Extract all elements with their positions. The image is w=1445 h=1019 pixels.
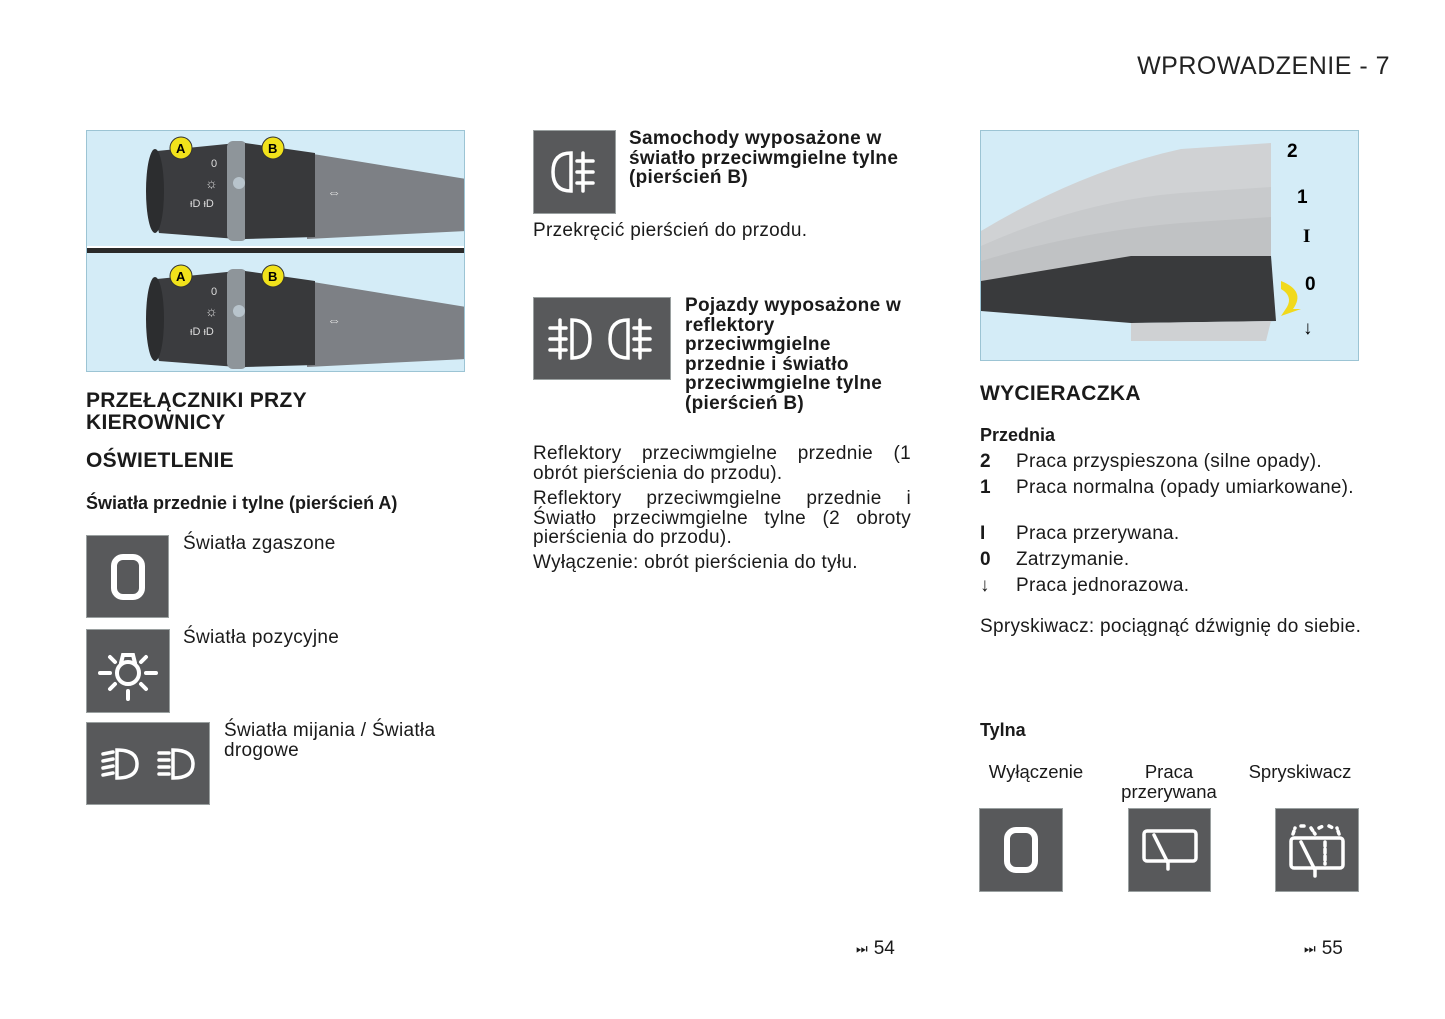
list-item [980, 550, 1360, 570]
rear-option-label: Spryskiwacz [1248, 761, 1352, 782]
page-link-55[interactable] [1304, 938, 1343, 960]
list-text: Praca jednorazowa. [1016, 575, 1190, 596]
label-a: A [176, 269, 186, 284]
position-label: 2 [1287, 141, 1298, 162]
front-rear-fog-icon [533, 297, 671, 380]
list-item [980, 524, 1360, 544]
wiper-stalk-photo [980, 130, 1359, 361]
paragraph: Reflektory przeciwmgielne przednie (1 obrót pierścienia do przodu). [533, 443, 911, 484]
wiper-intermittent-icon [1128, 808, 1211, 892]
item-label: Światła zgaszone [183, 533, 336, 554]
list-text: Zatrzymanie. [1016, 549, 1130, 570]
jump-icon: ⏭ [856, 941, 868, 956]
washer-icon [1275, 808, 1359, 892]
item-label: Światła mijania / Światła drogowe [224, 720, 436, 761]
rear-title: Tylna [980, 720, 1026, 740]
dipped-main-beam-icon [86, 722, 210, 805]
list-text: Praca przerywana. [1016, 523, 1180, 544]
rear-option-label: Wyłączenie [988, 761, 1084, 782]
paragraph: Wyłączenie: obrót pierścienia do tyłu. [533, 552, 858, 573]
label-b: B [268, 269, 278, 284]
list-item [980, 452, 1360, 472]
paragraph: Reflektory przeciwmgielne przednie i Światło przeciwmgielne tylne (2 obroty pierścienia do przodu). [533, 488, 911, 548]
washer-text: Spryskiwacz: pociągnąć dźwignię do siebie. [980, 616, 1362, 637]
list-key: ↓ [980, 575, 990, 596]
position-label: ↓ [1303, 318, 1313, 339]
list-key: 0 [980, 549, 991, 570]
wiper-off-icon [979, 808, 1063, 892]
block1-heading: Samochody wyposażone w światło przeciwmgielne tylne (pierścień B) [629, 128, 899, 188]
svg-text:⇔: ⇔ [327, 184, 341, 200]
lights-section-title: Światła przednie i tylne (pierścień A) [86, 493, 398, 513]
position-label: 0 [1305, 274, 1316, 295]
list-text: Praca przyspieszona (silne opady). [1016, 451, 1322, 472]
list-text: Praca normalna (opady umiarkowane). [1016, 477, 1354, 498]
page-link-54[interactable] [856, 938, 895, 960]
label-a: A [176, 141, 186, 156]
front-title: Przednia [980, 425, 1056, 445]
wiper-heading: WYCIERACZKA [980, 382, 1141, 405]
section-heading: PRZEŁĄCZNIKI PRZY KIEROWNICY [86, 389, 307, 434]
page-number: 55 [1321, 938, 1343, 959]
rear-fog-icon [533, 130, 616, 214]
list-key: 2 [980, 451, 991, 472]
page-header: WPROWADZENIE - 7 [1137, 52, 1390, 80]
jump-icon: ⏭ [1304, 941, 1316, 956]
list-item [980, 478, 1360, 498]
label-b: B [268, 141, 278, 156]
lights-off-icon [86, 535, 169, 618]
list-item [980, 576, 1360, 596]
list-key: I [980, 523, 986, 544]
block2-heading: Pojazdy wyposażone w reflektory przeciwmgielne przednie i światło przeciwmgielne tylne (pierścień B) [685, 295, 902, 414]
sidelights-icon [86, 629, 170, 713]
stalk-photo [86, 130, 465, 372]
rear-option-label: Praca przerywana [1121, 761, 1217, 802]
svg-text:ᵻD ᵻD: ᵻD ᵻD [190, 198, 214, 210]
position-label: 1 [1297, 187, 1308, 208]
page-number: 54 [873, 938, 895, 959]
svg-text:☼: ☼ [205, 175, 218, 191]
position-label: I [1303, 226, 1311, 247]
block1-text: Przekręcić pierścień do przodu. [533, 220, 808, 241]
list-key: 1 [980, 477, 991, 498]
item-label: Światła pozycyjne [183, 627, 340, 648]
svg-text:0: 0 [211, 158, 218, 170]
subheading: OŚWIETLENIE [86, 449, 234, 472]
